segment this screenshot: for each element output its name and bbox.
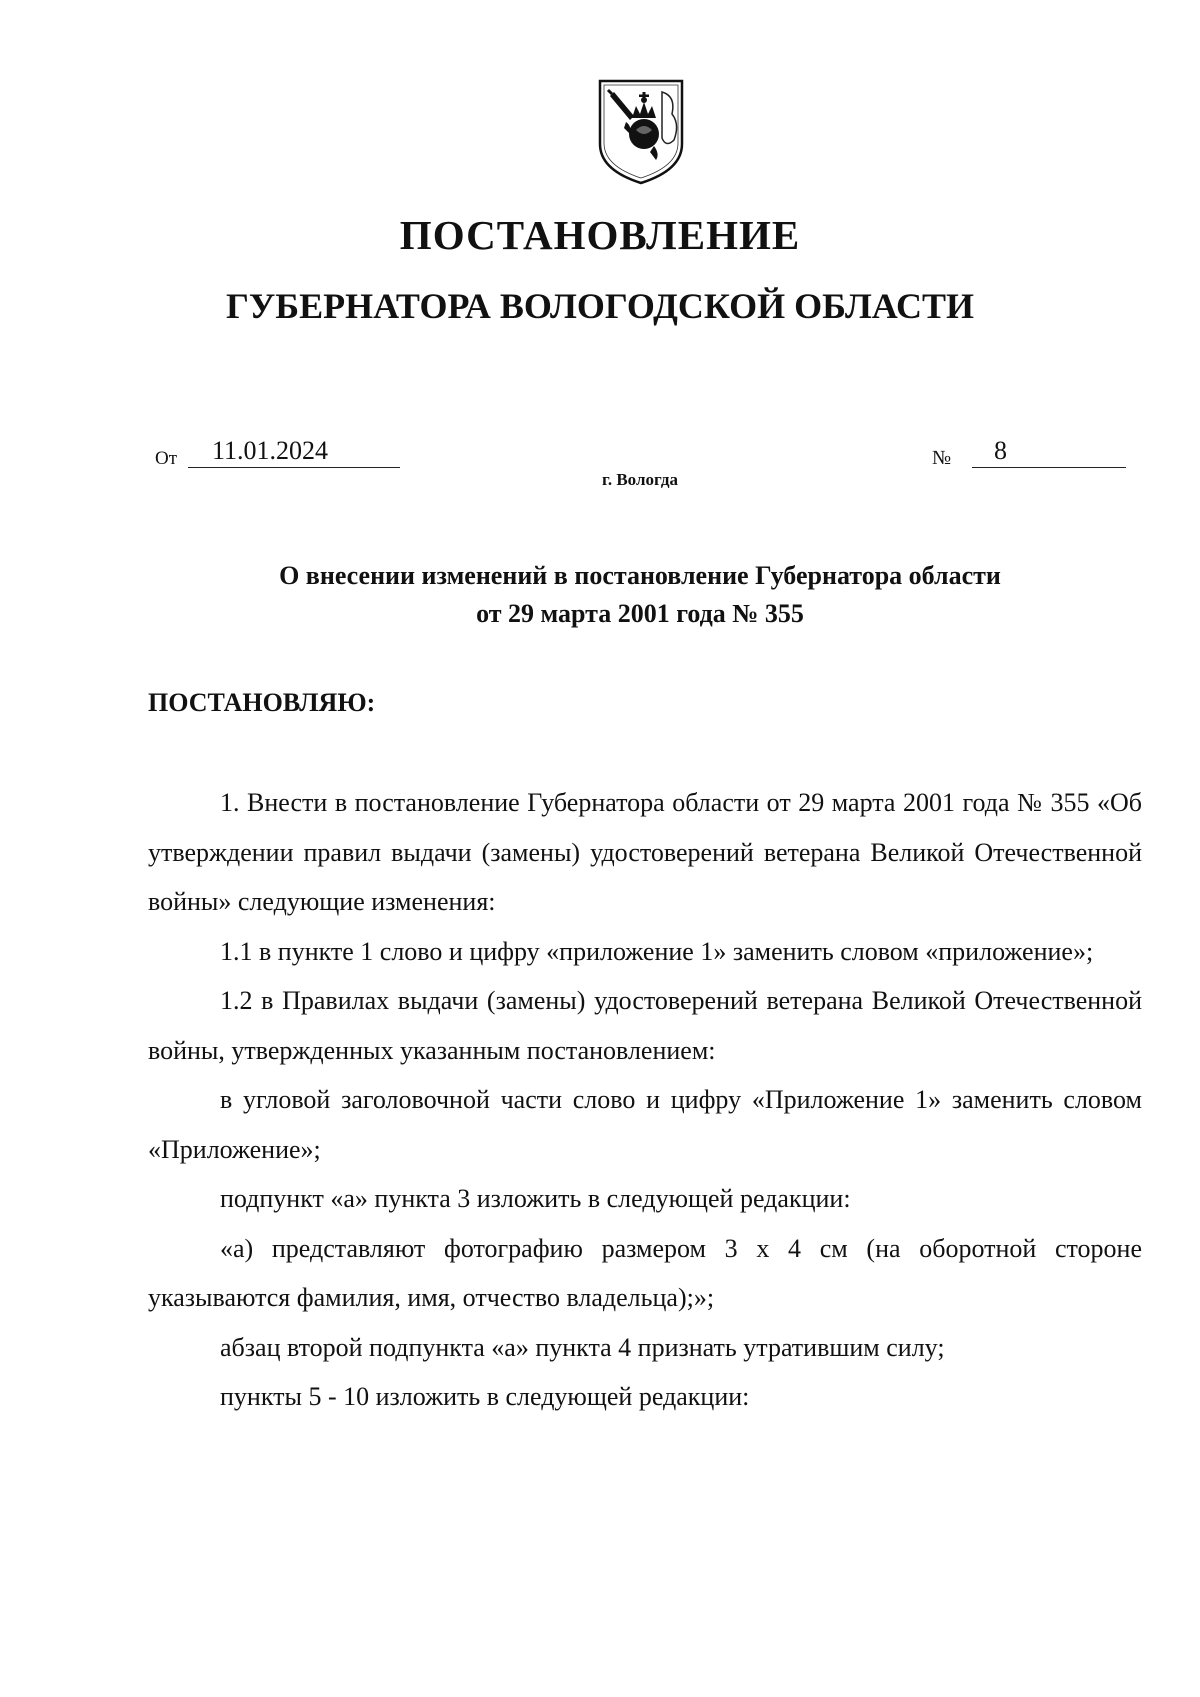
paragraph: 1.2 в Правилах выдачи (замены) удостоверений ветерана Великой Отечественной войны, утвержденных указанным постановлением: — [148, 986, 1142, 1065]
date-label: От — [155, 448, 178, 469]
paragraph: в угловой заголовочной части слово и цифру «Приложение 1» заменить словом «Приложение»; — [148, 1085, 1142, 1164]
date-value: 11.01.2024 — [188, 435, 400, 468]
document-body — [148, 778, 1142, 1422]
number-value: 8 — [972, 435, 1126, 468]
document-heading — [0, 557, 1200, 633]
document-subtitle: ГУБЕРНАТОРА ВОЛОГОДСКОЙ ОБЛАСТИ — [225, 286, 975, 326]
decree-word: ПОСТАНОВЛЯЮ: — [148, 688, 376, 717]
paragraph: подпункт «а» пункта 3 изложить в следующей редакции: — [220, 1184, 851, 1213]
number-label: № — [932, 447, 952, 469]
document-heading-line-1: О внесении изменений в постановление Губернатора области — [279, 561, 1001, 590]
city-label: г. Вологда — [602, 470, 678, 489]
document-title: ПОСТАНОВЛЕНИЕ — [399, 212, 801, 258]
document-heading-line-2: от 29 марта 2001 года № 355 — [476, 599, 804, 628]
paragraph: «а) представляют фотографию размером 3 х 4 см (на оборотной стороне указываются фамилия, имя, отчество владельца);»; — [148, 1233, 1142, 1312]
paragraph: пункты 5 - 10 изложить в следующей редакции: — [220, 1382, 750, 1411]
paragraph: 1.1 в пункте 1 слово и цифру «приложение 1» заменить словом «приложение»; — [220, 936, 1094, 966]
paragraph: 1. Внести в постановление Губернатора области от 29 марта 2001 года № 355 «Об утверждении правил выдачи (замены) удостоверений ветерана Великой Отечественной войны» следующие изменения: — [148, 788, 1142, 916]
number-field — [932, 432, 1132, 472]
paragraph: абзац второй подпункта «а» пункта 4 признать утратившим силу; — [220, 1332, 945, 1362]
coat-of-arms-icon — [596, 78, 686, 186]
date-field — [155, 432, 405, 472]
